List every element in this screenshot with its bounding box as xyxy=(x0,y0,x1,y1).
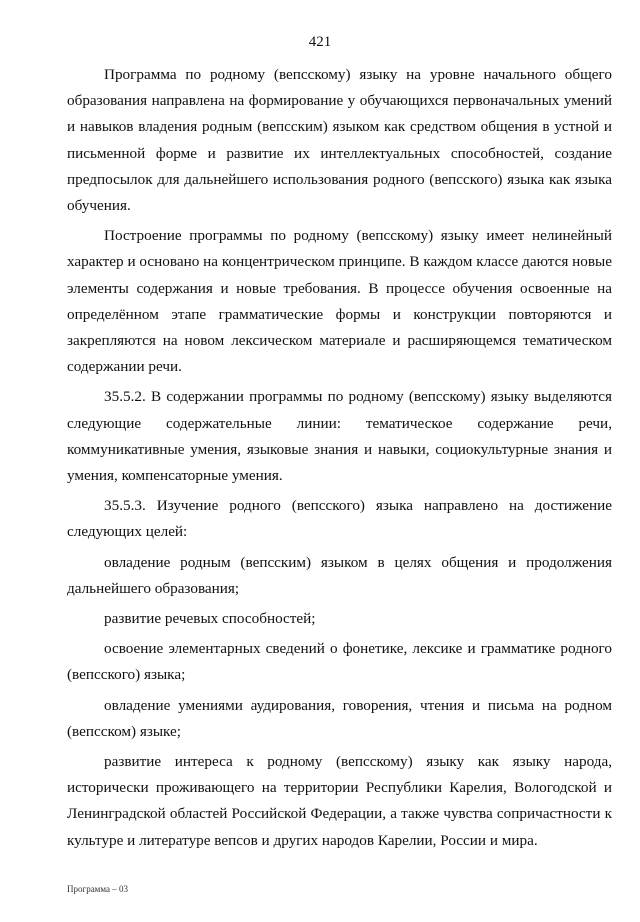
page-footer: Программа – 03 xyxy=(67,884,129,894)
body-text xyxy=(67,62,612,858)
paragraph-program-structure: Построение программы по родному (вепсскому) языку имеет нелинейный характер и основано на концентрическом принципе. В каждом классе даются новые элементы содержания и новые требования. В процессе обучения освоенные на определённом этапе грамматические формы и конструкции повторяются и закрепляются на новом лексическом материале и расширяющемся тематическом содержании речи. xyxy=(67,227,612,376)
goal-item-speech-abilities: развитие речевых способностей; xyxy=(104,610,316,628)
paragraph-goals-intro: 35.5.3. Изучение родного (вепсского) языка направлено на достижение следующих целей: xyxy=(67,497,612,541)
goal-item-interest: развитие интереса к родному (вепсскому) языку как языку народа, исторически проживающего на территории Республики Карелия, Вологодской и Ленинградской областей Российской Федерации, а также чувства сопричастности к культуре и литературе вепсов и других народов Карелии, России и мира. xyxy=(67,753,612,849)
paragraph-content-lines: 35.5.2. В содержании программы по родному (вепсскому) языку выделяются следующие содержательные линии: тематическое содержание речи, коммуникативные умения, языковые знания и навыки, социокультурные знания и умения, компенсаторные умения. xyxy=(67,388,612,485)
paragraph-program-purpose: Программа по родному (вепсскому) языку на уровне начального общего образования направлена на формирование у обучающихся первоначальных умений и навыков владения родным (вепсским) языком как средством общения в устной и письменной форме и развитие их интеллектуальных способностей, создание предпосылок для дальнейшего использования родного (вепсского) языка как языка обучения. xyxy=(67,66,612,215)
goal-item-language-basics: освоение элементарных сведений о фонетике, лексике и грамматике родного (вепсского) языка; xyxy=(67,640,612,684)
goal-item-communication: овладение родным (вепсским) языком в целях общения и продолжения дальнейшего образования; xyxy=(67,553,612,597)
goal-item-skills: овладение умениями аудирования, говорения, чтения и письма на родном (вепсском) языке; xyxy=(67,696,612,740)
page-number: 421 xyxy=(308,34,332,50)
